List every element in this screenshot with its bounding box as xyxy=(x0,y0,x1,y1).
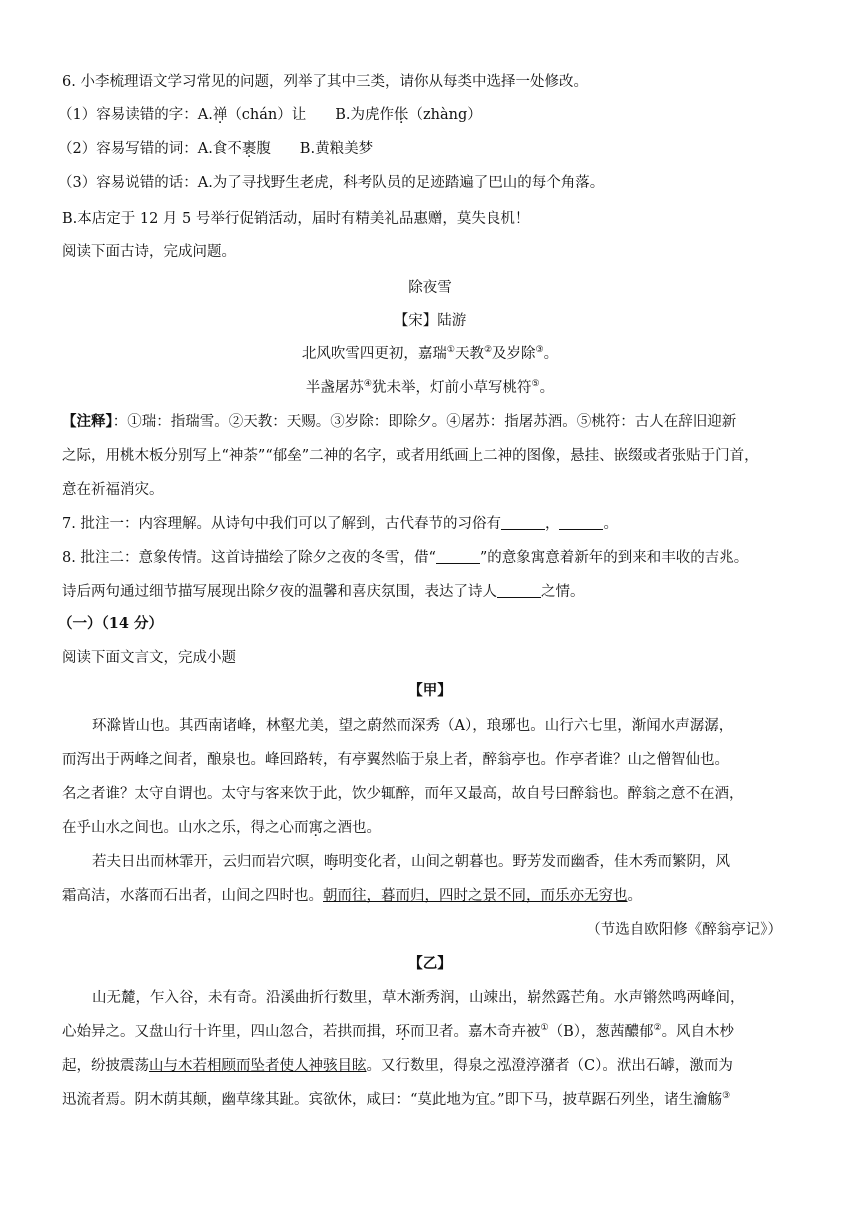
yi-line: 心始异之。又盘山行十许里，四山忽合，若拱而揖，环而卫者。嘉木奇卉被①（B），葱茜醲郁②。风自木杪 xyxy=(62,1023,735,1040)
poem-title: 除夜雪 xyxy=(408,280,452,296)
jia-p1-line: 环滁皆山也。其西南诸峰，林壑尤美，望之蔚然而深秀（A），琅琊也。山行六七里，渐闻水声潺潺， xyxy=(92,718,734,734)
q8-line-2: 诗后两句通过细节描写展现出除夕夜的温馨和喜庆氛围，表达了诗人 之情。 xyxy=(62,584,585,600)
q7: 7. 批注一：内容理解。从诗句中我们可以了解到，古代春节的习俗有 ， 。 xyxy=(62,516,618,532)
jia-label: 【甲】 xyxy=(408,682,452,699)
answer-blank[interactable] xyxy=(436,548,480,564)
jia-p1-line: 在乎山水之间也。山水之乐，得之心而寓之酒也。 xyxy=(62,820,381,836)
poem-note-3: 意在祈福消灾。 xyxy=(62,482,164,498)
poem-author: 【宋】陆游 xyxy=(393,313,467,329)
answer-blank[interactable] xyxy=(559,514,603,530)
section-heading: （一）（14 分） xyxy=(58,615,163,632)
jia-p2-line: 若夫日出而林霏开，云归而岩穴暝，晦明变化者，山间之朝暮也。野芳发而幽香，佳木秀而繁阴，风 xyxy=(92,854,730,870)
q6-item-3b: B.本店定于 12 月 5 号举行促销活动，届时有精美礼品惠赠，莫失良机！ xyxy=(62,211,530,227)
q6-item-3: （3）容易说错的话：A.为了寻找野生老虎，科考队员的足迹踏遍了巴山的每个角落。 xyxy=(58,175,605,191)
poem-line-2: 半盏屠苏④犹未举，灯前小草写桃符⑤。 xyxy=(305,379,555,396)
q6-item-2: （2）容易写错的词：A.食不裹腹 B.黄粮美梦 xyxy=(58,141,374,157)
yi-line: 迅流者焉。阴木荫其颠，幽草缘其趾。宾欲休，咸曰：“莫此地为宜。”即下马，披草踞石列坐，诸生瀹觞③ xyxy=(62,1091,731,1108)
answer-blank[interactable] xyxy=(501,514,545,530)
section-instruction: 阅读下面文言文，完成小题 xyxy=(62,650,236,666)
jia-p2-line: 霜高洁，水落而石出者，山间之四时也。朝而往，暮而归，四时之景不同，而乐亦无穷也。 xyxy=(62,888,642,904)
poem-line-1: 北风吹雪四更初，嘉瑞①天教②及岁除③。 xyxy=(301,345,559,362)
yi-line: 山无麓，乍入谷，未有奇。沿溪曲折行数里，草木渐秀润，山竦出，崭然露芒角。水声锵然鸣两峰间， xyxy=(92,990,745,1006)
q6-intro: 6. 小李梳理语文学习常见的问题，列举了其中三类，请你从每类中选择一处修改。 xyxy=(62,74,588,90)
q6-item-1: （1）容易读错的字：A.禅（chán）让 B.为虎作伥（zhàng） xyxy=(58,107,482,123)
jia-p1-line: 名之者谁？太守自谓也。太守与客来饮于此，饮少辄醉，而年又最高，故自号曰醉翁也。醉翁之意不在酒， xyxy=(62,786,744,802)
poem-note-1: 【注释】：①瑞：指瑞雪。②天教：天赐。③岁除：即除夕。④屠苏：指屠苏酒。⑤桃符：古人在辞旧迎新 xyxy=(62,413,737,430)
q8-line-1: 8. 批注二：意象传情。这首诗描绘了除夕之夜的冬雪，借“ ”的意象寓意着新年的到来和丰收的吉兆。 xyxy=(62,550,749,566)
answer-blank[interactable] xyxy=(497,582,541,598)
poem-instruction: 阅读下面古诗，完成问题。 xyxy=(62,244,236,260)
jia-p1-line: 而泻出于两峰之间者，酿泉也。峰回路转，有亭翼然临于泉上者，醉翁亭也。作亭者谁？山之僧智仙也。 xyxy=(62,752,729,768)
jia-source: （节选自欧阳修《醉翁亭记》） xyxy=(586,922,782,938)
yi-line: 起，纷披震荡山与木若相顾而坠者使人神骇目眩。又行数里，得泉之泓澄渟潴者（C）。洑出石罅，激而为 xyxy=(62,1058,733,1074)
poem-note-2: 之际，用桃木板分别写上“神荼”“郁垒”二神的名字，或者用纸画上二神的图像，悬挂、嵌缀或者张贴于门首， xyxy=(62,448,759,464)
yi-label: 【乙】 xyxy=(408,955,452,972)
